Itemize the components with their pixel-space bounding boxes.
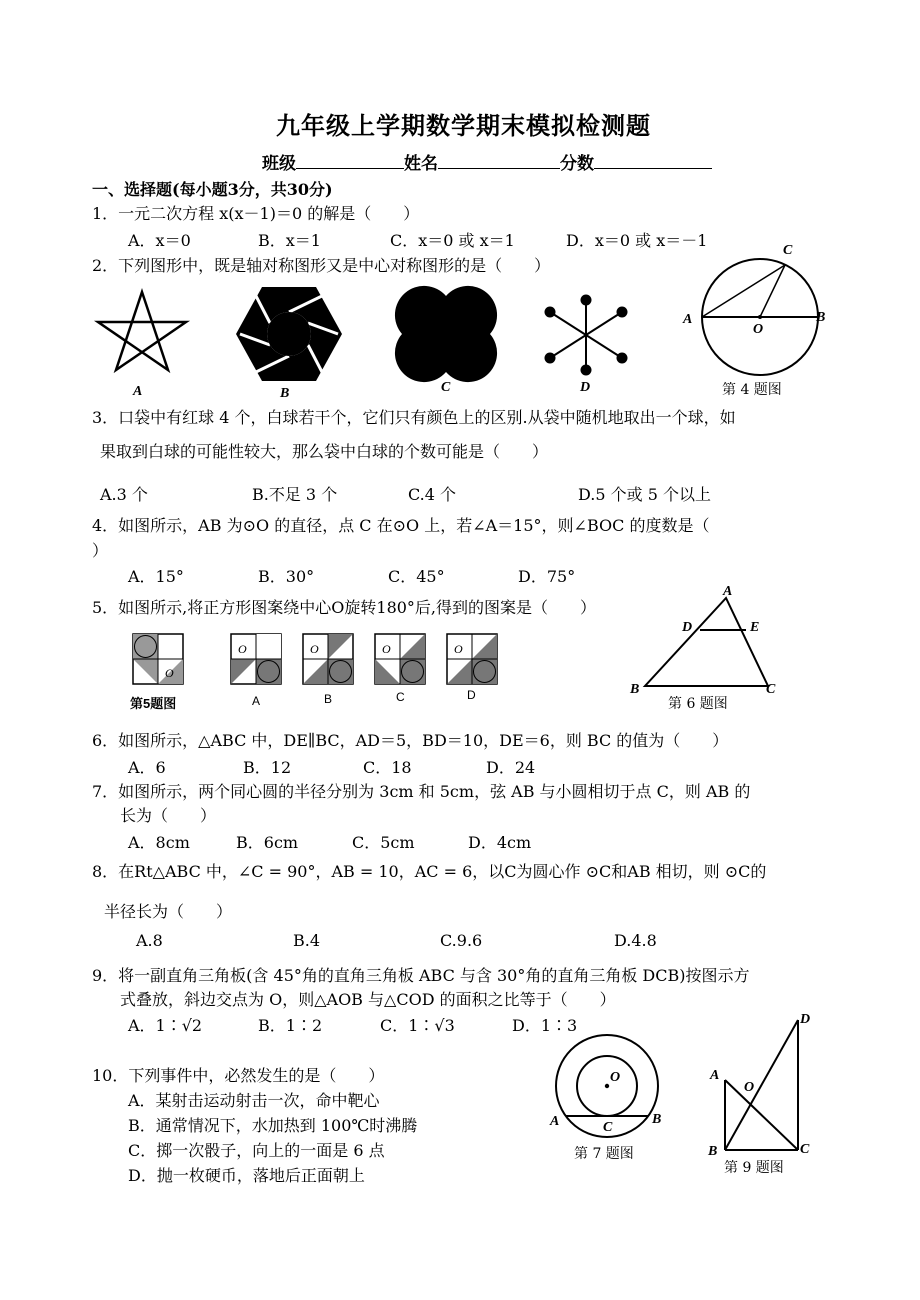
q5-original-o: O — [165, 666, 174, 680]
q8-option-b: B.4 — [293, 931, 321, 950]
q1-stem: 1．一元二次方程 x(x－1)＝0 的解是（ ） — [92, 204, 420, 223]
q1-option-c: C．x＝0 或 x＝1 — [390, 231, 515, 250]
section-heading: 一、选择题(每小题3分，共30分) — [92, 180, 333, 199]
q9-option-b: B．1∶2 — [258, 1016, 323, 1035]
q9-line2: 式叠放，斜边交点为 O，则△AOB 与△COD 的面积之比等于（ ） — [120, 990, 616, 1009]
q8-option-a: A.8 — [136, 931, 163, 950]
q5-stem: 5．如图所示,将正方形图案绕中心O旋转180°后,得到的图案是（ ） — [92, 598, 597, 617]
fig9-triangles — [716, 1016, 806, 1152]
q4-option-c: C．45° — [388, 567, 445, 586]
q5-fig-caption: 第5题图 — [130, 696, 177, 711]
q8-option-d: D.4.8 — [614, 931, 657, 950]
q8-option-c: C.9.6 — [440, 931, 483, 950]
q1-option-b: B．x＝1 — [258, 231, 321, 250]
q2-asterisk-figure — [540, 294, 632, 376]
q5-option-c-square — [374, 633, 426, 685]
q4-option-b: B．30° — [258, 567, 315, 586]
q8-line1: 8．在Rt△ABC 中，∠C = 90°，AB = 10，AC = 6，以C为圆心作 ⊙C和AB 相切，则 ⊙C的 — [92, 862, 767, 881]
q5-original-square — [132, 633, 184, 685]
q2-star-figure — [94, 290, 190, 376]
fig6-caption: 第 6 题图 — [668, 696, 728, 712]
name-blank[interactable] — [438, 154, 560, 169]
fig7-label-c: C — [603, 1120, 613, 1135]
q7-line2: 长为（ ） — [120, 806, 217, 825]
fig7-label-o: O — [610, 1070, 621, 1085]
q7-option-b: B．6cm — [236, 833, 299, 852]
q1-option-d: D．x＝0 或 x＝－1 — [566, 231, 708, 250]
fig4-label-b: B — [816, 310, 826, 325]
q3-line2: 果取到白球的可能性较大，那么袋中白球的个数可能是（ ） — [100, 442, 549, 461]
fig7-label-a: A — [550, 1114, 560, 1129]
q10-option-c: C．掷一次骰子，向上的一面是 6 点 — [128, 1141, 385, 1160]
q5-label-a: A — [252, 694, 261, 708]
fig6-triangle-diagram — [640, 594, 770, 690]
q1-option-a: A．x＝0 — [128, 231, 191, 250]
fig6-label-a: A — [723, 584, 733, 599]
fig9-label-d: D — [800, 1012, 811, 1027]
q4-line2: ） — [92, 541, 109, 560]
q2-pinwheel-figure — [398, 294, 494, 374]
fig9-label-c: C — [800, 1142, 810, 1157]
fig7-label-b: B — [652, 1112, 662, 1127]
fig4-label-o: O — [753, 322, 764, 337]
score-label: 分数 — [560, 154, 594, 174]
q2-label-a: A — [133, 384, 143, 399]
fig9-label-a: A — [710, 1068, 720, 1083]
fig6-label-b: B — [630, 682, 640, 697]
fig4-label-a: A — [683, 312, 693, 327]
fig9-caption: 第 9 题图 — [724, 1160, 784, 1176]
q3-line1: 3．口袋中有红球 4 个，白球若干个，它们只有颜色上的区别.从袋中随机地取出一个球，如 — [92, 408, 736, 427]
fig4-circle-diagram — [698, 250, 828, 380]
q3-option-d: D.5 个或 5 个以上 — [578, 485, 711, 504]
q2-label-c: C — [441, 380, 451, 395]
q9-option-d: D．1∶3 — [512, 1016, 578, 1035]
fig4-caption: 第 4 题图 — [722, 382, 782, 398]
q4-option-d: D．75° — [518, 567, 576, 586]
class-blank[interactable] — [296, 154, 404, 169]
fig7-caption: 第 7 题图 — [574, 1146, 634, 1162]
fig6-label-e: E — [750, 620, 760, 635]
q5-option-b-square — [302, 633, 354, 685]
q7-option-a: A．8cm — [128, 833, 190, 852]
q6-option-d: D．24 — [486, 758, 536, 777]
q4-option-a: A．15° — [128, 567, 184, 586]
q4-line1: 4．如图所示，AB 为⊙O 的直径，点 C 在⊙O 上，若∠A＝15°，则∠BOC 的度数是（ — [92, 516, 710, 535]
fig4-label-c: C — [783, 243, 793, 258]
q6-stem: 6．如图所示，△ABC 中，DE∥BC，AD＝5，BD＝10，DE＝6，则 BC 的值为（ ） — [92, 731, 729, 750]
fig6-label-c: C — [766, 682, 776, 697]
fig6-label-d: D — [682, 620, 693, 635]
q9-option-c: C．1∶√3 — [380, 1016, 455, 1035]
q2-hexagon-figure — [234, 284, 344, 384]
q2-label-d: D — [580, 380, 591, 395]
q2-stem: 2．下列图形中，既是轴对称图形又是中心对称图形的是（ ） — [92, 256, 551, 275]
q3-option-a: A.3 个 — [100, 485, 148, 504]
q8-line2: 半径长为（ ） — [104, 902, 233, 921]
q3-option-c: C.4 个 — [408, 485, 457, 504]
q3-option-b: B.不足 3 个 — [252, 485, 338, 504]
q6-option-b: B．12 — [243, 758, 292, 777]
q10-option-a: A．某射击运动射击一次，命中靶心 — [128, 1091, 380, 1110]
q6-option-a: A．6 — [128, 758, 166, 777]
fig9-label-o: O — [744, 1080, 755, 1095]
svg-text:O: O — [454, 642, 463, 656]
q5-label-c: C — [396, 690, 405, 704]
svg-text:O: O — [382, 642, 391, 656]
fig9-label-b: B — [708, 1144, 718, 1159]
q6-option-c: C．18 — [363, 758, 412, 777]
q10-option-b: B．通常情况下，水加热到 100℃时沸腾 — [128, 1116, 418, 1135]
q7-option-d: D．4cm — [468, 833, 532, 852]
q10-option-d: D．抛一枚硬币，落地后正面朝上 — [128, 1166, 365, 1185]
q5-option-a-square — [230, 633, 282, 685]
q7-line1: 7．如图所示，两个同心圆的半径分别为 3cm 和 5cm，弦 AB 与小圆相切于点 C，则 AB 的 — [92, 782, 751, 801]
q9-line1: 9．将一副直角三角板(含 45°角的直角三角板 ABC 与含 30°角的直角三角板 DCB)按图示方 — [92, 966, 750, 985]
q10-stem: 10．下列事件中，必然发生的是（ ） — [92, 1066, 385, 1085]
name-label: 姓名 — [404, 154, 438, 174]
class-label: 班级 — [262, 154, 296, 174]
q2-label-b: B — [280, 386, 290, 401]
page-title: 九年级上学期数学期末模拟检测题 — [276, 111, 651, 140]
q5-label-b: B — [324, 692, 333, 706]
score-blank[interactable] — [594, 154, 712, 169]
q5-label-d: D — [467, 688, 476, 702]
q5-option-d-square — [446, 633, 498, 685]
q7-option-c: C．5cm — [352, 833, 415, 852]
student-info-line — [262, 154, 712, 174]
svg-text:O: O — [238, 642, 247, 656]
q9-option-a: A．1∶√2 — [128, 1016, 203, 1035]
svg-text:O: O — [310, 642, 319, 656]
